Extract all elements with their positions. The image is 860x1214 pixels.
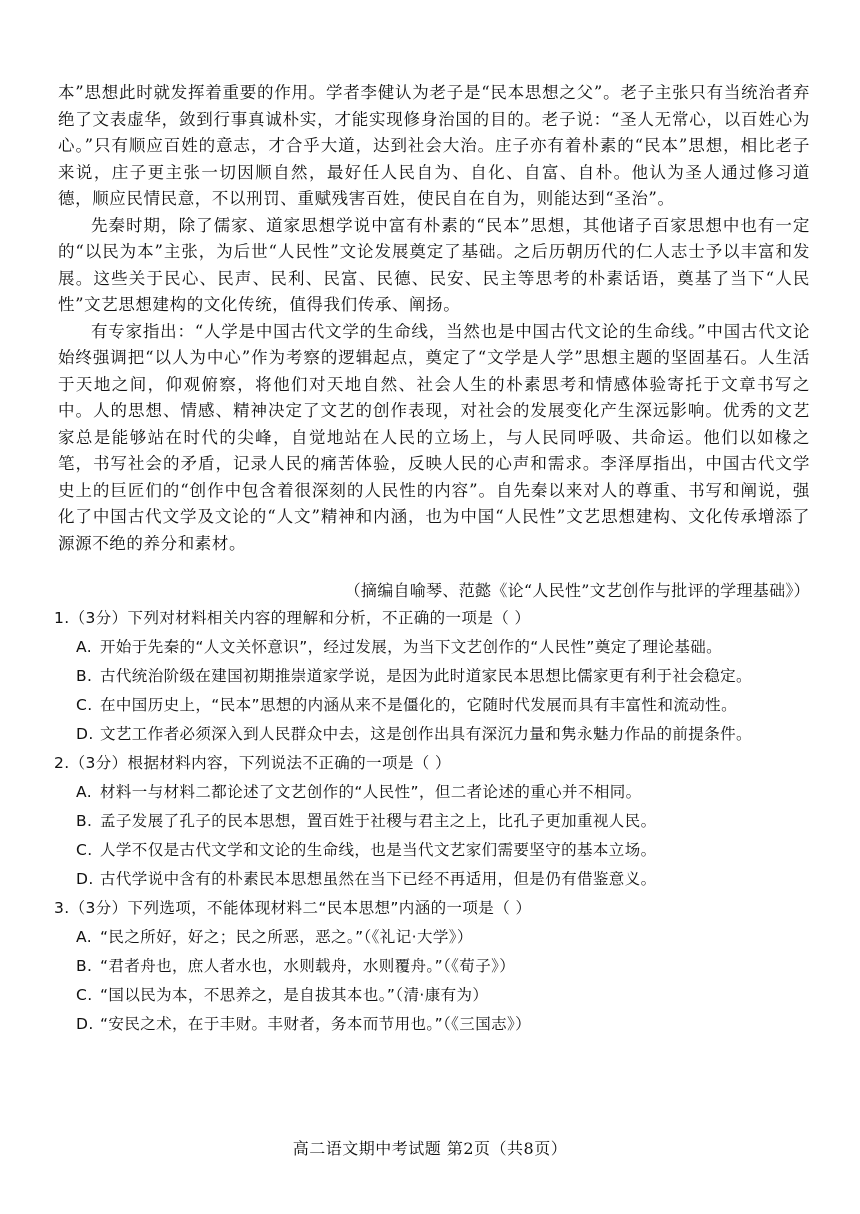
option-d bbox=[76, 1010, 814, 1039]
option-text: 在中国历史上，“民本”思想的内涵从来不是僵化的，它随时代发展而具有丰富性和流动性。 bbox=[100, 696, 737, 714]
passage-paragraph: 有专家指出：“人学是中国古代文学的生命线，当然也是中国古代文论的生命线。”中国古代文论始终强调把“以人为中心”作为考察的逻辑起点，奠定了“文学是人学”思想主题的坚固基石。人生活于天地之间，仰观俯察，将他们对天地自然、社会人生的朴素思考和情感体验寄托于文章书写之中。人的思想、情感、精神决定了文艺的创作表现，对社会的发展变化产生深远影响。优秀的文艺家总是能够站在时代的尖峰，自觉地站在人民的立场上，与人民同呼吸、共命运。他们以如椽之笔，书写社会的矛盾，记录人民的痛苦体验，反映人民的心声和需求。李泽厚指出，中国古代文学史上的巨匠们的“创作中包含着很深刻的人民性的内容”。自先秦以来对人的尊重、书写和阐说，强化了中国古代文学及文论的“人文”精神和内涵，也为中国“人民性”文艺思想建构、文化传承增添了源源不绝的养分和素材。 bbox=[58, 321, 810, 553]
option-b bbox=[76, 807, 814, 836]
option-c bbox=[76, 836, 814, 865]
option-b bbox=[76, 662, 814, 691]
passage-source: （摘编自喻琴、范懿《论“人民性”文艺创作与批评的学理基础》） bbox=[344, 581, 810, 600]
option-text: “民之所好，好之；民之所恶，恶之。”（《礼记·大学》） bbox=[100, 928, 473, 946]
option-letter: B. bbox=[76, 667, 93, 685]
option-letter: D. bbox=[76, 1015, 94, 1033]
option-text: 孟子发展了孔子的民本思想，置百姓于社稷与君主之上，比孔子更加重视人民。 bbox=[100, 812, 657, 830]
question-3 bbox=[54, 894, 814, 1039]
option-c bbox=[76, 981, 814, 1010]
passage-paragraph: 先秦时期，除了儒家、道家思想学说中富有朴素的“民本”思想，其他诸子百家思想中也有一定的“以民为本”主张，为后世“人民性”文论发展奠定了基础。之后历朝历代的仁人志士予以丰富和发展。这些关于民心、民声、民利、民富、民德、民安、民主等思考的朴素话语，奠基了当下“人民性”文艺思想建构的文化传统，值得我们传承、阐扬。 bbox=[58, 215, 810, 314]
option-text: “安民之术，在于丰财。丰财者，务本而节用也。”（《三国志》） bbox=[100, 1015, 532, 1033]
question-stem: 3.（3分）下列选项，不能体现材料二“民本思想”内涵的一项是（ ） bbox=[54, 899, 532, 917]
option-a bbox=[76, 778, 814, 807]
option-letter: D. bbox=[76, 725, 94, 743]
option-letter: A. bbox=[76, 638, 93, 656]
option-b bbox=[76, 952, 814, 981]
question-list bbox=[54, 604, 814, 1039]
question-stem: 1.（3分）下列对材料相关内容的理解和分析，不正确的一项是（ ） bbox=[54, 609, 531, 627]
option-letter: C. bbox=[76, 696, 93, 714]
option-text: “国以民为本，不思养之，是自拔其本也。”（清·康有为） bbox=[100, 986, 489, 1004]
option-d bbox=[76, 720, 814, 749]
page-footer: 高二语文期中考试题 第2页（共8页） bbox=[292, 1139, 568, 1158]
option-c bbox=[76, 691, 814, 720]
question-2 bbox=[54, 749, 814, 894]
option-a bbox=[76, 923, 814, 952]
option-text: 开始于先秦的“人文关怀意识”，经过发展，为当下文艺创作的“人民性”奠定了理论基础。 bbox=[100, 638, 723, 656]
option-d bbox=[76, 865, 814, 894]
option-letter: C. bbox=[76, 986, 93, 1004]
question-1 bbox=[54, 604, 814, 749]
option-text: 古代学说中含有的朴素民本思想虽然在当下已经不再适用，但是仍有借鉴意义。 bbox=[100, 870, 657, 888]
reading-passage bbox=[58, 80, 810, 557]
question-stem: 2.（3分）根据材料内容，下列说法不正确的一项是（ ） bbox=[54, 754, 451, 772]
passage-paragraph: 本”思想此时就发挥着重要的作用。学者李健认为老子是“民本思想之父”。老子主张只有当统治者弃绝了文表虚华，敛到行事真诚朴实，才能实现修身治国的目的。老子说：“圣人无常心，以百姓心为心。”只有顺应百姓的意志，才合乎大道，达到社会大治。庄子亦有着朴素的“民本”思想，相比老子来说，庄子更主张一切因顺自然，最好任人民自为、自化、自富、自朴。他认为圣人通过修习道德，顺应民情民意，不以刑罚、重赋残害百姓，使民自在自为，则能达到“圣治”。 bbox=[58, 83, 810, 208]
option-text: 材料一与材料二都论述了文艺创作的“人民性”，但二者论述的重心并不相同。 bbox=[100, 783, 642, 801]
option-text: 文艺工作者必须深入到人民群众中去，这是创作出具有深沉力量和隽永魅力作品的前提条件。 bbox=[100, 725, 752, 743]
option-letter: B. bbox=[76, 812, 93, 830]
option-letter: A. bbox=[76, 928, 93, 946]
option-text: 人学不仅是古代文学和文论的生命线，也是当代文艺家们需要坚守的基本立场。 bbox=[100, 841, 657, 859]
option-letter: D. bbox=[76, 870, 94, 888]
option-text: “君者舟也，庶人者水也，水则载舟，水则覆舟。”（《荀子》） bbox=[100, 957, 516, 975]
option-letter: C. bbox=[76, 841, 93, 859]
option-letter: A. bbox=[76, 783, 93, 801]
option-a bbox=[76, 633, 814, 662]
option-text: 古代统治阶级在建国初期推崇道家学说，是因为此时道家民本思想比儒家更有利于社会稳定。 bbox=[100, 667, 752, 685]
option-letter: B. bbox=[76, 957, 93, 975]
